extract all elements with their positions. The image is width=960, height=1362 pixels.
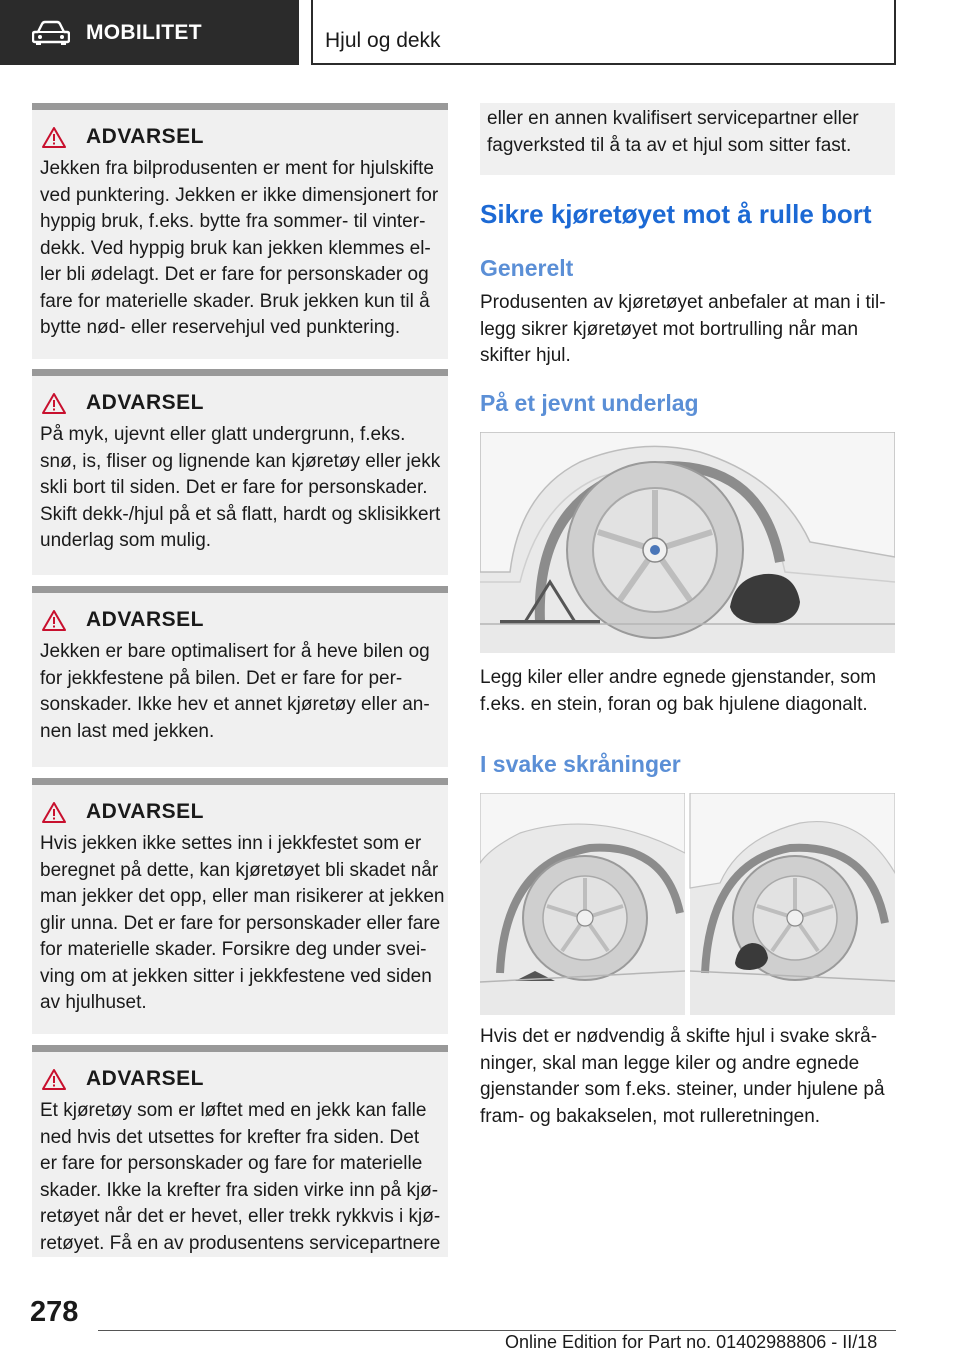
warning-text-line: retøyet når det er hevet, eller trekk rykkvis i kjø- — [40, 1206, 441, 1227]
paragraph-line: Legg kiler eller andre egnede gjenstander, som — [480, 667, 877, 688]
car-icon — [32, 20, 70, 46]
warning-text-line: Jekken fra bilprodusenten er ment for hjulskifte — [40, 158, 434, 179]
warning-box — [32, 103, 448, 359]
subheading-level-ground: På et jevnt underlag — [480, 390, 699, 416]
edition-note: Online Edition for Part no. 01402988806 - II/18 — [505, 1332, 878, 1352]
warning-title: ADVARSEL — [86, 800, 204, 823]
section-tab — [0, 0, 299, 65]
paragraph-line: fram- og bakakselen, mot rulleretningen. — [480, 1105, 821, 1127]
warning-text-line: ved punktering. Jekken er ikke dimensjonert for — [40, 184, 439, 206]
warning-text-line: for materielle skader. Forsikre deg under svei- — [40, 939, 427, 960]
warning-text-line: ned hvis det utsettes for krefter fra siden. Det — [40, 1126, 420, 1148]
warning-text-line: retøyet. Få en av produsentens servicepartnere — [40, 1232, 441, 1254]
warning-text-line: Hvis jekken ikke settes inn i jekkfestet som er — [40, 833, 422, 854]
paragraph-line: f.eks. en stein, foran og bak hjulene diagonalt. — [480, 693, 868, 715]
warning-triangle-icon — [42, 609, 66, 631]
level-ground-paragraph — [480, 665, 895, 718]
paragraph-line: skifter hjul. — [480, 345, 571, 366]
warning-text-line: fagverksted til å ta av et hjul som sitter fast. — [487, 134, 852, 156]
warning-text-line: eller en annen kvalifisert servicepartner eller — [487, 108, 859, 129]
warning-title: ADVARSEL — [86, 608, 204, 631]
warning-triangle-icon — [42, 1068, 66, 1090]
warning-text-line: glir unna. Det er fare for personskader eller fare — [40, 912, 441, 934]
paragraph-line: Produsenten av kjøretøyet anbefaler at man i til- — [480, 292, 886, 313]
warning-triangle-icon — [42, 801, 66, 823]
slopes-paragraph — [480, 1024, 895, 1130]
warning-text-line: skader. Ikke la krefter fra siden virke inn på kjø- — [40, 1179, 439, 1201]
warning-title: ADVARSEL — [86, 125, 204, 148]
wheel-chock-slope-illustration — [480, 793, 895, 1015]
warning-text-line: sonskader. Ikke hev et annet kjøretøy eller an- — [40, 694, 430, 715]
chapter-title: Hjul og dekk — [325, 29, 441, 52]
section-title: Sikre kjøretøyet mot å rulle bort — [480, 199, 872, 229]
subheading-slopes: I svake skråninger — [480, 751, 681, 777]
warning-text-line: Et kjøretøy som er løftet med en jekk kan falle — [40, 1100, 427, 1121]
warning-text-line: fare for materielle skader. Bruk jekken kun til å — [40, 290, 430, 312]
paragraph-line: ninger, skal man legge kiler og andre egnede — [480, 1052, 860, 1074]
warning-text-line: man jekker det opp, eller man risikerer at jekken — [40, 886, 445, 907]
warning-box — [32, 778, 448, 1034]
warning-text-line: Skift dekk-/hjul på et så flatt, hardt og sklisikkert — [40, 503, 441, 525]
warning-text-line: Jekken er bare optimalisert for å heve bilen og — [40, 641, 430, 662]
warning-box — [32, 1045, 448, 1257]
warning-text-line: bytte nød- eller reservehjul ved punktering. — [40, 317, 401, 338]
general-paragraph — [480, 290, 895, 370]
warning-text-line: for jekkfestene på bilen. Det er fare for per- — [40, 667, 403, 689]
section-label: MOBILITET — [86, 20, 202, 44]
paragraph-line: gjenstander som f.eks. steiner, under hjulene på — [480, 1079, 885, 1100]
warning-text-line: skli bort til siden. Det er fare for personskader. — [40, 477, 428, 498]
warning-text-line: beregnet på dette, kan kjøretøyet bli skadet når — [40, 859, 439, 881]
warning-text-line: nen last med jekken. — [40, 720, 215, 742]
warning-title: ADVARSEL — [86, 391, 204, 414]
warning-text-line: underlag som mulig. — [40, 530, 212, 551]
warning-text-line: ving om at jekken sitter i jekkfestene ved siden — [40, 965, 432, 987]
warning-text-line: av hjulhuset. — [40, 992, 147, 1013]
subheading-general: Generelt — [480, 255, 574, 281]
paragraph-line: Hvis det er nødvendig å skifte hjul i svake skrå- — [480, 1026, 878, 1047]
warning-triangle-icon — [42, 392, 66, 414]
warning-text-line: er fare for personskader og fare for materielle — [40, 1153, 423, 1174]
warning-text-line: På myk, ujevnt eller glatt undergrunn, f.eks. — [40, 424, 406, 445]
warning-triangle-icon — [42, 126, 66, 148]
chapter-header — [311, 0, 896, 65]
footer-divider — [98, 1330, 896, 1331]
warning-title: ADVARSEL — [86, 1067, 204, 1090]
warning-text-line: hyppig bruk, f.eks. bytte fra sommer- til vinter- — [40, 211, 426, 232]
warning-text-line: ler bli ødelagt. Det er fare for personskader og — [40, 264, 429, 285]
warning-text-line: dekk. Ved hyppig bruk kan jekken klemmes el- — [40, 237, 431, 259]
warning-box — [32, 369, 448, 575]
warning-box — [32, 586, 448, 767]
warning-text-line: snø, is, fliser og lignende kan kjøretøy eller jekk — [40, 450, 441, 472]
warning-continuation — [480, 103, 895, 175]
page-number: 278 — [30, 1296, 79, 1328]
paragraph-line: legg sikrer kjøretøyet mot bortrulling når man — [480, 318, 859, 340]
wheel-chock-level-illustration — [480, 432, 895, 653]
